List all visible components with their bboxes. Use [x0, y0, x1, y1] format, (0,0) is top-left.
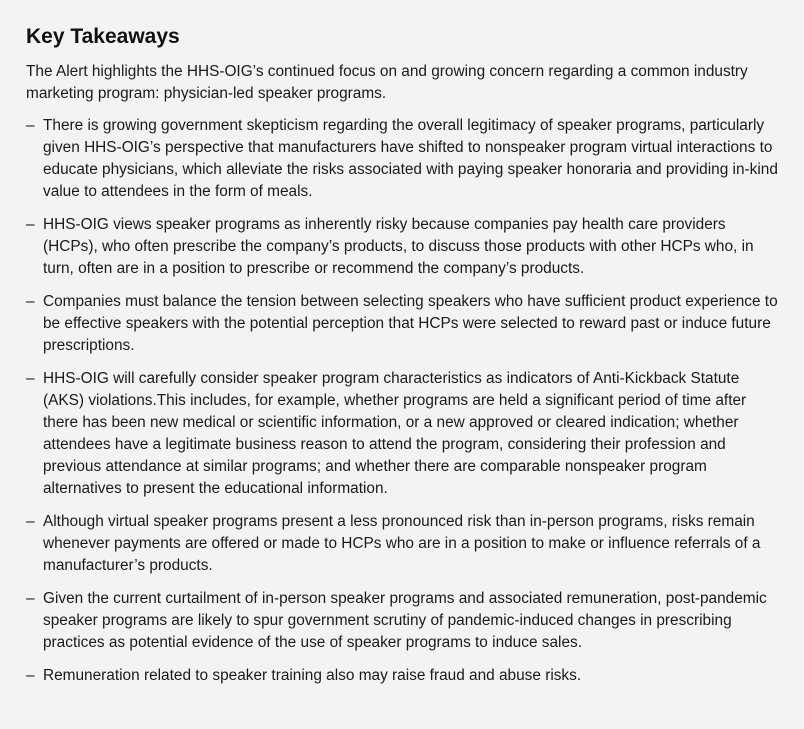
dash-marker: – [26, 216, 35, 233]
takeaway-text: Given the current curtailment of in-person speaker programs and associated remuneration, post-pandemic speaker programs are likely to spur government scrutiny of pandemic-induced changes in prescribing practices as potential evidence of the use of speaker programs to induce sales. [43, 590, 767, 651]
dash-marker: – [26, 117, 35, 134]
dash-marker: – [26, 370, 35, 387]
takeaway-text: Companies must balance the tension between selecting speakers who have sufficient product experience to be effective speakers with the potential perception that HCPs were selected to reward past or induce future prescriptions. [43, 293, 778, 354]
takeaway-item [26, 368, 778, 500]
takeaway-item [26, 511, 778, 577]
dash-marker: – [26, 293, 35, 310]
dash-marker: – [26, 513, 35, 530]
takeaway-text: Remuneration related to speaker training also may raise fraud and abuse risks. [43, 667, 582, 684]
dash-marker: – [26, 590, 35, 607]
takeaway-text: Although virtual speaker programs present a less pronounced risk than in-person programs, risks remain whenever payments are offered or made to HCPs who are in a position to make or influence referrals of a manufacturer’s products. [43, 513, 761, 574]
takeaway-text: There is growing government skepticism regarding the overall legitimacy of speaker programs, particularly given HHS-OIG’s perspective that manufacturers have shifted to nonspeaker program virtual interactions to educate physicians, which alleviate the risks associated with paying speaker honoraria and providing in-kind value to attendees in the form of meals. [43, 117, 778, 200]
takeaway-item [26, 291, 778, 357]
takeaway-item [26, 665, 778, 687]
takeaway-item [26, 115, 778, 203]
takeaways-list [26, 115, 778, 687]
takeaway-text: HHS-OIG will carefully consider speaker program characteristics as indicators of Anti-Kickback Statute (AKS) violations.This includes, for example, whether programs are held a significant period of time after there has been new medical or scientific information, or a new approved or cleared indication; whether attendees have a legitimate business reason to attend the program, considering their profession and previous attendance at similar programs; and whether there are comparable nonspeaker program alternatives to present the educational information. [43, 370, 747, 497]
takeaway-text: HHS-OIG views speaker programs as inherently risky because companies pay health care providers (HCPs), who often prescribe the company’s products, to discuss those products with other HCPs who, in turn, often are in a position to prescribe or recommend the company’s products. [43, 216, 754, 277]
takeaway-item [26, 588, 778, 654]
dash-marker: – [26, 667, 35, 684]
takeaway-item [26, 214, 778, 280]
intro-paragraph: The Alert highlights the HHS-OIG’s continued focus on and growing concern regarding a common industry marketing program: physician-led speaker programs. [26, 63, 748, 102]
panel-title: Key Takeaways [26, 25, 180, 48]
